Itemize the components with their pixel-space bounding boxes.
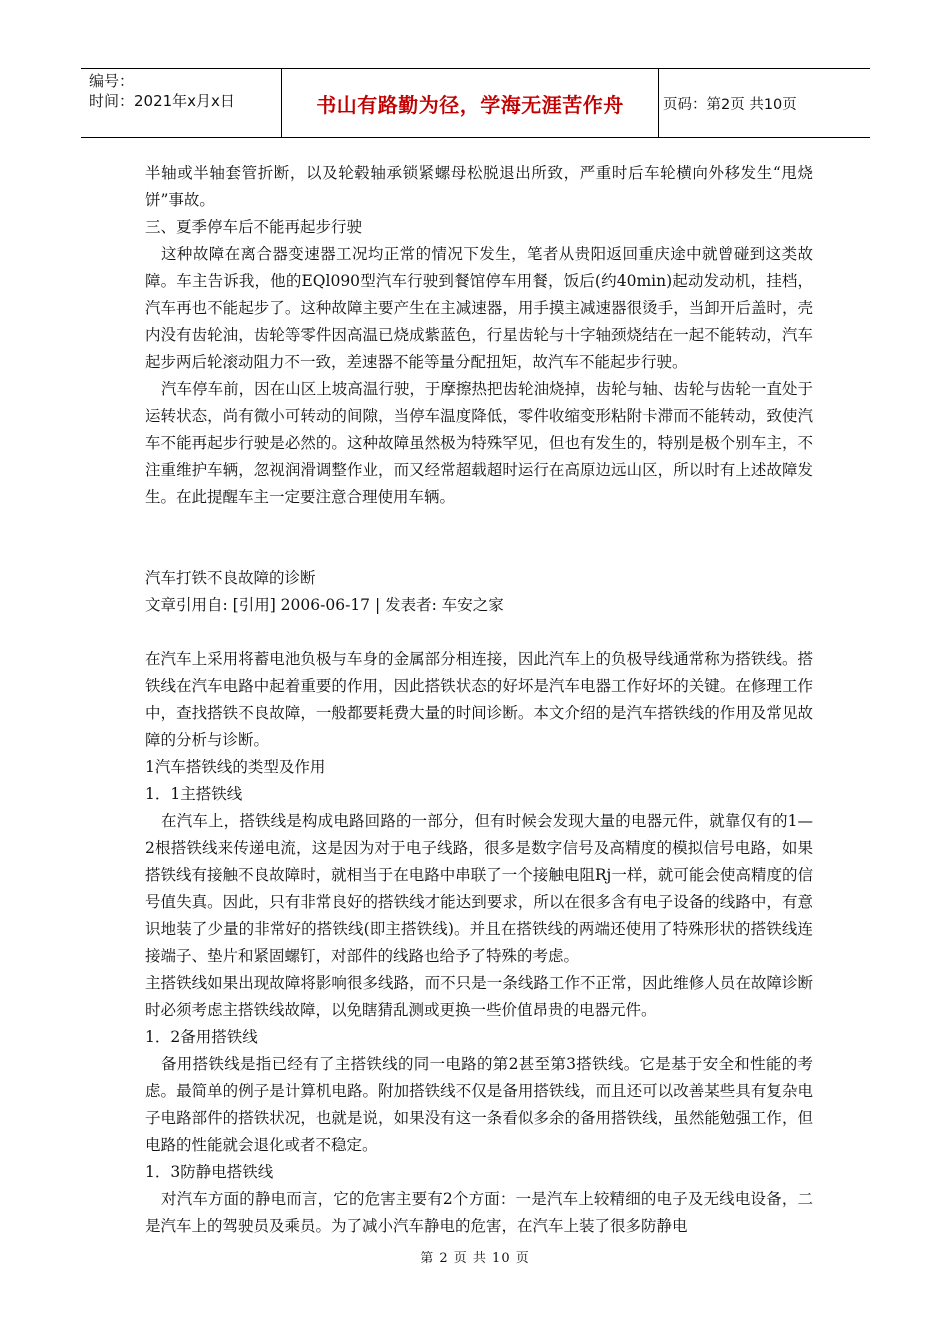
- subsection-heading: 1．1主搭铁线: [145, 785, 243, 803]
- paragraph-continuation: 半轴或半轴套管折断，以及轮毂轴承锁紧螺母松脱退出所致，严重时后车轮横向外移发生“甩烧饼”事故。: [145, 164, 813, 209]
- article-source: 文章引用自: [引用] 2006-06-17 | 发表者: 车安之家: [145, 596, 504, 614]
- header-meta-cell: [81, 69, 282, 137]
- section-heading: 1汽车搭铁线的类型及作用: [145, 758, 326, 776]
- header-page-info: 页码：第2页 共10页: [663, 96, 797, 113]
- article-title: 汽车打铁不良故障的诊断: [145, 569, 316, 587]
- paragraph: 主搭铁线如果出现故障将影响很多线路，而不只是一条线路工作不正常，因此维修人员在故障诊断时必须考虑主搭铁线故障，以免瞎猜乱测或更换一些价值昂贵的电器元件。: [145, 974, 813, 1019]
- spacer: [145, 619, 813, 646]
- subsection-heading: 1．3防静电搭铁线: [145, 1163, 274, 1181]
- paragraph: 这种故障在离合器变速器工况均正常的情况下发生，笔者从贵阳返回重庆途中就曾碰到这类故障。车主告诉我，他的EQl090型汽车行驶到餐馆停车用餐，饭后(约40min)起动发动机，挂档，汽车再也不能起步了。这种故障主要产生在主减速器，用手摸主减速器很烫手，当卸开后盖时，壳内没有齿轮油，齿轮等零件因高温已烧成紫蓝色，行星齿轮与十字轴颈烧结在一起不能转动，汽车起步两后轮滚动阻力不一致，差速器不能等量分配扭矩，故汽车不能起步行驶。: [145, 245, 813, 371]
- paragraph: 在汽车上，搭铁线是构成电路回路的一部分，但有时候会发现大量的电器元件，就靠仅有的1—2根搭铁线来传递电流，这是因为对于电子线路，很多是数字信号及高精度的模拟信号电路，如果搭铁线有接触不良故障时，就相当于在电路中串联了一个接触电阻Rj一样，就可能会使高精度的信号值失真。因此，只有非常良好的搭铁线才能达到要求，所以在很多含有电子设备的线路中，有意识地装了少量的非常好的搭铁线(即主搭铁线)。并且在搭铁线的两端还使用了特殊形状的搭铁线连接端子、垫片和紧固螺钉，对部件的线路也给予了特殊的考虑。: [145, 812, 813, 965]
- paragraph: 对汽车方面的静电而言，它的危害主要有2个方面：一是汽车上较精细的电子及无线电设备，二是汽车上的驾驶员及乘员。为了减小汽车静电的危害，在汽车上装了很多防静电: [145, 1190, 813, 1235]
- paragraph: 汽车停车前，因在山区上坡高温行驶，于摩擦热把齿轮油烧掉，齿轮与轴、齿轮与齿轮一直处于运转状态，尚有微小可转动的间隙，当停车温度降低，零件收缩变形粘附卡滞而不能转动，致使汽车不能再起步行驶是必然的。这种故障虽然极为特殊罕见，但也有发生的，特别是极个别车主，不注重维护车辆，忽视润滑调整作业，而又经常超载超时运行在高原边远山区，所以时有上述故障发生。在此提醒车主一定要注意合理使用车辆。: [145, 380, 813, 506]
- page-footer: 第 2 页 共 10 页: [420, 1251, 530, 1266]
- paragraph: 在汽车上采用将蓄电池负极与车身的金属部分相连接，因此汽车上的负极导线通常称为搭铁线。搭铁线在汽车电路中起着重要的作用，因此搭铁状态的好坏是汽车电器工作好坏的关键。在修理工作中，查找搭铁不良故障，一般都要耗费大量的时间诊断。本文介绍的是汽车搭铁线的作用及常见故障的分析与诊断。: [145, 650, 813, 749]
- page-header: [81, 68, 870, 138]
- section-heading: 三、夏季停车后不能再起步行驶: [145, 218, 363, 236]
- subsection-heading: 1．2备用搭铁线: [145, 1028, 258, 1046]
- document-body: [145, 160, 813, 1240]
- document-time-label: 时间：2021年x月x日: [89, 92, 235, 110]
- document-number-label: 编号：: [89, 72, 135, 90]
- paragraph: 备用搭铁线是指已经有了主搭铁线的同一电路的第2甚至第3搭铁线。它是基于安全和性能的考虑。最简单的例子是计算机电路。附加搭铁线不仅是备用搭铁线，而且还可以改善某些具有复杂电子电路部件的搭铁状况，也就是说，如果没有这一条看似多余的备用搭铁线，虽然能勉强工作，但电路的性能就会退化或者不稳定。: [145, 1055, 813, 1154]
- header-motto: 书山有路勤为径，学海无涯苦作舟: [282, 69, 659, 137]
- spacer: [145, 511, 813, 565]
